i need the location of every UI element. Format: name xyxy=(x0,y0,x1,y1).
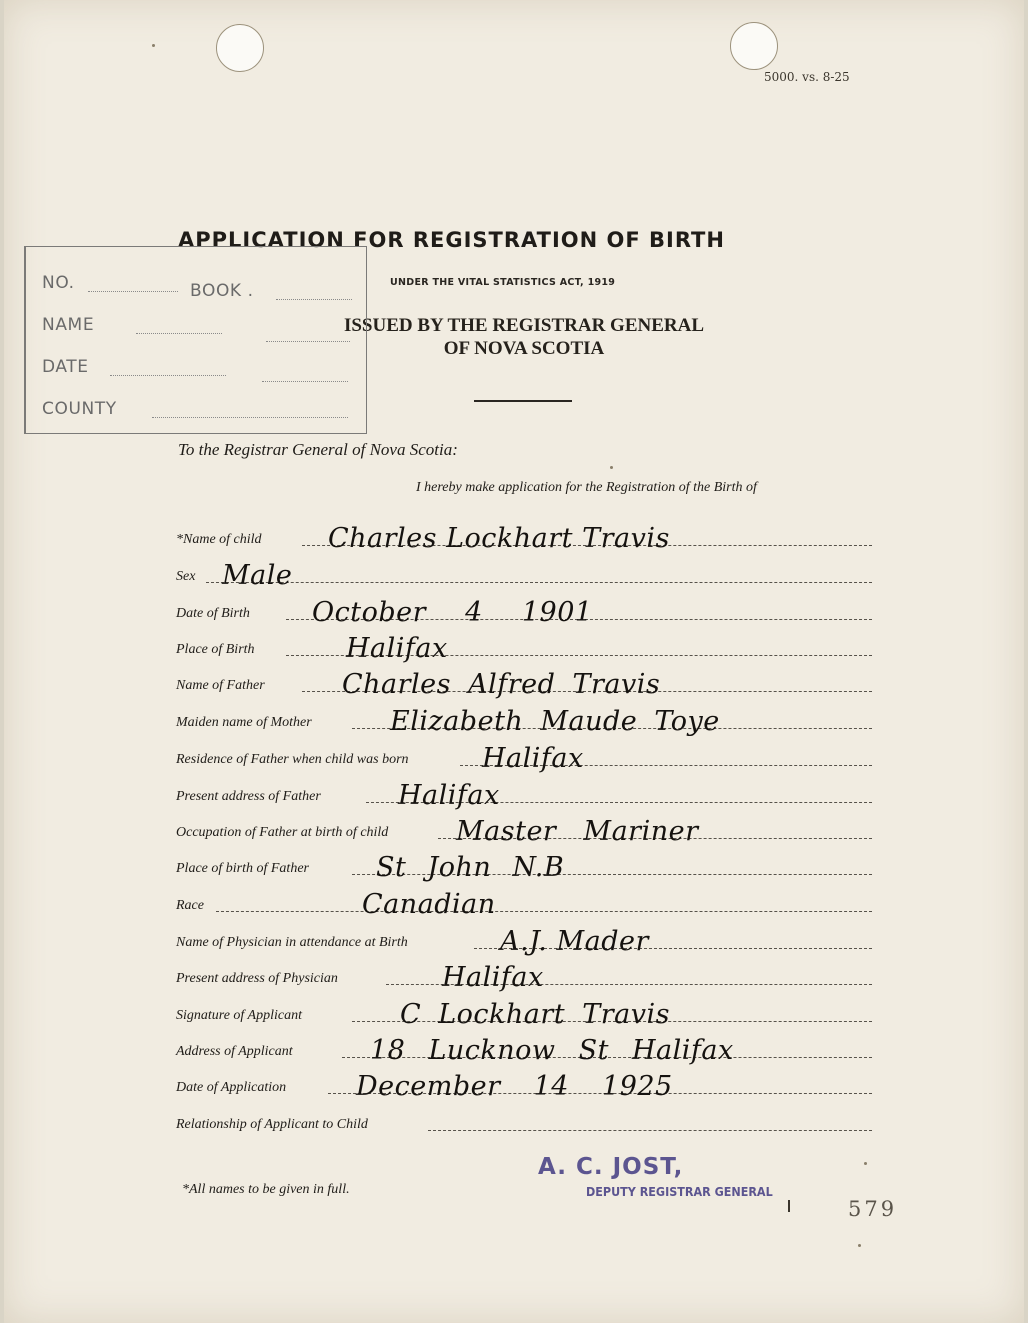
field-value: Elizabeth Maude Toye xyxy=(390,706,720,737)
field-value: Master Mariner xyxy=(456,816,699,847)
field-value: A.J. Mader xyxy=(500,926,649,957)
field-value: Halifax xyxy=(398,780,500,811)
field-value: December 14 1925 xyxy=(356,1071,673,1102)
field-label: Present address of Physician xyxy=(176,971,338,986)
registrar-stamp: A. C. JOST, xyxy=(538,1154,684,1180)
punch-hole-right xyxy=(730,22,778,70)
registry-stamp xyxy=(24,246,367,434)
field-value: Charles Lockhart Travis xyxy=(328,523,670,554)
stamp-name-label: NAME xyxy=(42,315,95,335)
field-row-address-of-applicant xyxy=(176,1035,872,1066)
field-row-name-of-father xyxy=(176,669,872,700)
issuer xyxy=(304,314,744,360)
field-label: Occupation of Father at birth of child xyxy=(176,825,389,840)
field-label: Name of Father xyxy=(176,678,265,693)
field-label: Date of Birth xyxy=(176,606,250,621)
paper-speck xyxy=(610,466,613,469)
issuer-line-2: OF NOVA SCOTIA xyxy=(443,338,605,359)
field-row-date-of-birth xyxy=(176,597,872,628)
form-page xyxy=(4,0,1024,1323)
field-line xyxy=(206,582,872,583)
field-row-occupation-of-father xyxy=(176,816,872,847)
field-row-race xyxy=(176,889,872,920)
stamp-date-line xyxy=(110,375,226,376)
field-label: Place of birth of Father xyxy=(176,861,309,876)
field-label: Residence of Father when child was born xyxy=(176,752,409,767)
field-line xyxy=(216,911,872,912)
field-row-relationship-of-applicant xyxy=(176,1113,872,1135)
field-row-signature-of-applicant xyxy=(176,999,872,1030)
field-value: Halifax xyxy=(346,633,448,664)
field-row-name-of-physician xyxy=(176,926,872,957)
field-value: Canadian xyxy=(362,889,496,920)
field-label: *Name of child xyxy=(176,532,262,547)
stamp-date-label: DATE xyxy=(42,357,89,377)
field-row-maiden-name-of-mother xyxy=(176,706,872,737)
field-label: Race xyxy=(176,898,204,913)
punch-hole-left xyxy=(216,24,264,72)
stamp-no-label: NO. xyxy=(42,273,75,293)
form-title: APPLICATION FOR REGISTRATION OF BIRTH xyxy=(178,228,725,252)
field-label: Sex xyxy=(176,569,196,584)
title-rule xyxy=(474,400,572,402)
page-number: 579 xyxy=(848,1197,898,1221)
field-label: Present address of Father xyxy=(176,789,321,804)
field-value: Halifax xyxy=(442,962,544,993)
stamp-date-line-2 xyxy=(262,381,348,382)
field-label: Place of Birth xyxy=(176,642,255,657)
field-label: Address of Applicant xyxy=(176,1044,293,1059)
stamp-no-line xyxy=(88,291,178,292)
field-row-place-of-birth-of-father xyxy=(176,852,872,883)
salutation: To the Registrar General of Nova Scotia: xyxy=(178,440,458,459)
field-row-residence-of-father xyxy=(176,743,872,774)
ink-mark xyxy=(788,1200,790,1212)
form-number: 5000. vs. 8-25 xyxy=(764,70,850,84)
field-value: Halifax xyxy=(482,743,584,774)
stamp-name-line-2 xyxy=(266,341,350,342)
field-row-place-of-birth xyxy=(176,633,872,664)
field-value: St John N.B xyxy=(376,852,565,883)
field-label: Date of Application xyxy=(176,1080,287,1095)
registrar-title-stamp: DEPUTY REGISTRAR GENERAL xyxy=(586,1185,773,1199)
paper-speck xyxy=(152,44,155,47)
field-row-present-address-of-father xyxy=(176,780,872,811)
stamp-name-line xyxy=(136,333,222,334)
issuer-line-1: ISSUED BY THE REGISTRAR GENERAL xyxy=(343,315,705,336)
intro-text: I hereby make application for the Registration of the Birth of xyxy=(416,480,757,495)
field-value: October 4 1901 xyxy=(312,597,593,628)
field-label: Maiden name of Mother xyxy=(176,715,312,730)
paper-speck xyxy=(858,1244,861,1247)
field-label: Name of Physician in attendance at Birth xyxy=(176,935,408,950)
field-label: Signature of Applicant xyxy=(176,1008,302,1023)
field-row-present-address-of-physician xyxy=(176,962,872,993)
stamp-county-line xyxy=(152,417,348,418)
stamp-county-label: COUNTY xyxy=(42,399,117,419)
field-value: C Lockhart Travis xyxy=(400,999,670,1030)
act-subtitle: UNDER THE VITAL STATISTICS ACT, 1919 xyxy=(390,277,616,288)
footnote: *All names to be given in full. xyxy=(182,1182,350,1197)
field-value: Male xyxy=(222,560,293,591)
stamp-book-label: BOOK . xyxy=(190,281,254,301)
field-line xyxy=(428,1130,872,1131)
field-label: Relationship of Applicant to Child xyxy=(176,1117,368,1132)
field-value: Charles Alfred Travis xyxy=(342,669,661,700)
paper-speck xyxy=(864,1162,867,1165)
field-row-sex xyxy=(176,560,872,591)
field-row-name-of-child xyxy=(176,523,872,554)
stamp-book-line xyxy=(276,299,352,300)
field-value: 18 Lucknow St Halifax xyxy=(370,1035,734,1066)
field-row-date-of-application xyxy=(176,1071,872,1102)
